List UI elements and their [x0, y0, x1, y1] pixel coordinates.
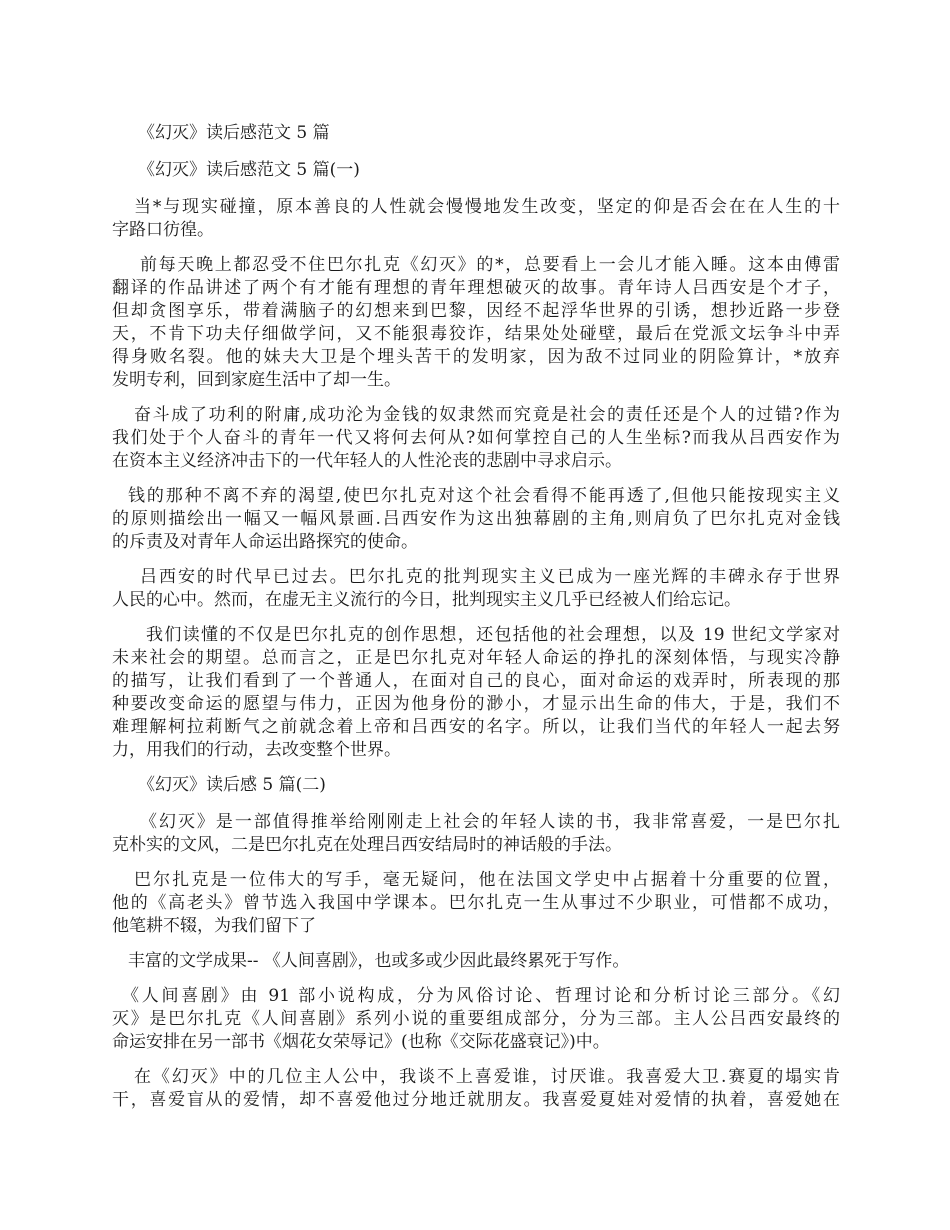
paragraph-line: 在《幻灭》中的几位主人公中，我谈不上喜爱谁，讨厌谁。我喜爱大卫.赛夏的塌实肯 [134, 1067, 840, 1087]
paragraph-4 [112, 485, 840, 554]
paragraph-line: 但却贪图享乐，带着满脑子的幻想来到巴黎，因经不起浮华世界的引诱，想抄近路一步登 [112, 301, 840, 321]
paragraph-line: 钱的那种不离不弃的渴望,使巴尔扎克对这个社会看得不能再透了,但他只能按现实主义 [128, 486, 840, 506]
paragraph-line: 字路口彷徨。 [112, 220, 214, 240]
paragraph-line: 的描写，让我们看到了一个普通人，在面对自己的良心，面对命运的戏弄时，所表现的那 [112, 671, 840, 691]
paragraph-line: 天，不肯下功夫仔细做学问，又不能狠毒狡诈，结果处处碰壁，最后在党派文坛争斗中弄 [112, 324, 840, 344]
paragraph-1 [112, 196, 840, 242]
paragraph-line: 未来社会的期望。总而言之，正是巴尔扎克对年轻人命运的挣扎的深刻体悟，与现实冷静 [112, 648, 840, 668]
paragraph-line: 克朴实的文风，二是巴尔扎克在处理吕西安结局时的神话般的手法。 [112, 835, 622, 855]
paragraph-line: 丰富的文学成果-- 《人间喜剧》，也或多或少因此最终累死于写作。 [128, 951, 630, 971]
paragraph-line: 种要改变命运的愿望与伟力，正因为他身份的渺小，才显示出生命的伟大，于是，我们不 [112, 694, 840, 714]
section-title-2: 《幻灭》读后感 5 篇(二) [138, 775, 326, 795]
document-page [112, 122, 840, 1124]
paragraph-8 [112, 869, 840, 938]
paragraph-line: 干，喜爱盲从的爱情，却不喜爱他过分地迁就朋友。我喜爱夏娃对爱情的执着，喜爱她在 [112, 1090, 840, 1110]
paragraph-line: 他笔耕不辍，为我们留下了 [112, 916, 316, 936]
paragraph-line: 当*与现实碰撞，原本善良的人性就会慢慢地发生改变，坚定的仰是否会在在人生的十 [134, 197, 840, 217]
paragraph-line: 翻译的作品讲述了两个有才能有理想的青年理想破灭的故事。青年诗人吕西安是个才子， [112, 278, 840, 298]
paragraph-line: 我们读懂的不仅是巴尔扎克的创作思想，还包括他的社会理想，以及 19 世纪文学家对 [146, 625, 840, 645]
paragraph-line: 灭》是巴尔扎克《人间喜剧》系列小说的重要组成部分，分为三部。主人公吕西安最终的 [112, 1009, 840, 1029]
paragraph-line: 命运安排在另一部书《烟花女荣辱记》(也称《交际花盛衰记》)中。 [112, 1032, 610, 1052]
document-title: 《幻灭》读后感范文 5 篇 [138, 123, 330, 143]
paragraph-line: 奋斗成了功利的附庸,成功沦为金钱的奴隶然而究竟是社会的责任还是个人的过错?作为 [134, 405, 840, 425]
paragraph-line: 人民的心中。然而，在虚无主义流行的今日，批判现实主义几乎已经被人们给忘记。 [112, 590, 741, 610]
paragraph-6 [112, 624, 840, 762]
paragraph-line: 我们处于个人奋斗的青年一代又将何去何从?如何掌控自己的人生坐标?而我从吕西安作为 [112, 428, 840, 448]
paragraph-line: 巴尔扎克是一位伟大的写手，毫无疑问，他在法国文学史中占据着十分重要的位置， [134, 870, 840, 890]
paragraph-11 [112, 1066, 840, 1112]
paragraph-line: 发明专利，回到家庭生活中了却一生。 [112, 370, 401, 390]
paragraph-2 [112, 254, 840, 392]
paragraph-5 [112, 566, 840, 612]
paragraph-line: 的斥责及对青年人命运出路探究的使命。 [112, 532, 418, 552]
paragraph-line: 《人间喜剧》由 91 部小说构成，分为风俗讨论、哲理讨论和分析讨论三部分。《幻 [122, 986, 840, 1006]
paragraph-line: 的原则描绘出一幅又一幅风景画.吕西安作为这出独幕剧的主角,则肩负了巴尔扎克对金钱 [112, 509, 840, 529]
paragraph-7 [112, 811, 840, 857]
paragraph-9 [112, 950, 840, 973]
paragraph-line: 得身败名裂。他的妹夫大卫是个埋头苦干的发明家，因为敌不过同业的阴险算计，*放弃 [112, 347, 840, 367]
paragraph-line: 难理解柯拉莉断气之前就念着上帝和吕西安的名字。所以，让我们当代的年轻人一起去努 [112, 717, 840, 737]
paragraph-3 [112, 404, 840, 473]
paragraph-line: 他的《高老头》曾节选入我国中学课本。巴尔扎克一生从事过不少职业，可惜都不成功， [112, 893, 840, 913]
paragraph-line: 吕西安的时代早已过去。巴尔扎克的批判现实主义已成为一座光辉的丰碑永存于世界 [140, 567, 840, 587]
paragraph-line: 力，用我们的行动，去改变整个世界。 [112, 740, 401, 760]
section-title-1: 《幻灭》读后感范文 5 篇(一) [138, 160, 360, 180]
paragraph-line: 在资本主义经济冲击下的一代年轻人的人性沦丧的悲剧中寻求启示。 [112, 451, 622, 471]
paragraph-10 [112, 985, 840, 1054]
paragraph-line: 《幻灭》是一部值得推举给刚刚走上社会的年轻人读的书，我非常喜爱，一是巴尔扎 [140, 812, 840, 832]
paragraph-line: 前每天晚上都忍受不住巴尔扎克《幻灭》的*，总要看上一会儿才能入睡。这本由傅雷 [140, 255, 840, 275]
